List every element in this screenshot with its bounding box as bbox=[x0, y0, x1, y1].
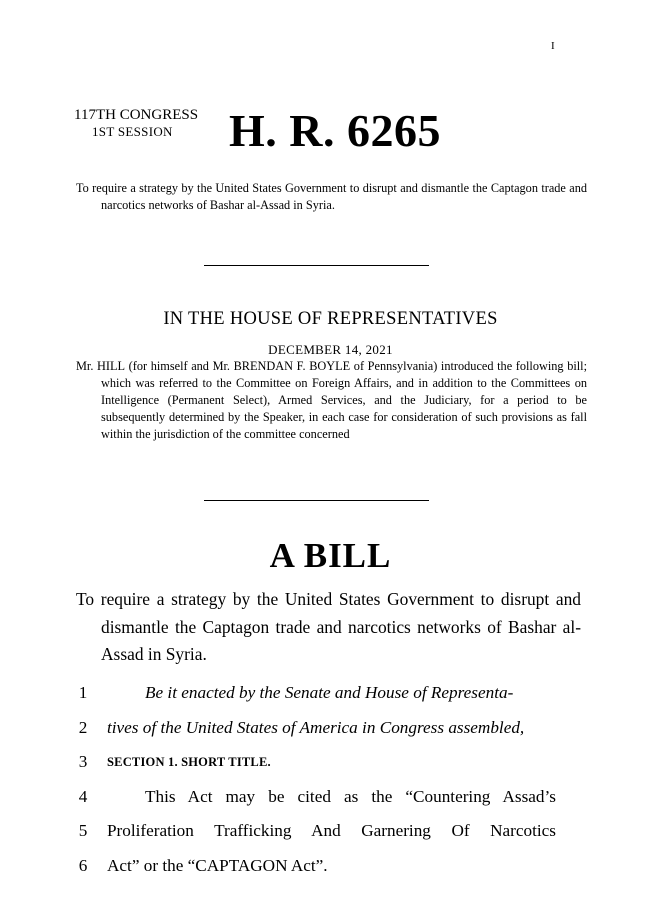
page-number: I bbox=[551, 40, 555, 52]
body-line bbox=[76, 714, 556, 749]
intro-rest: of Pennsylvania) introduced the following bill; which was referred to the Committee on Foreign Affairs, and in addition to the Committees on Intelligence (Permanent Select), Armed Services, and the Judiciary, for a period to be subsequently determined by the Speaker, in each case for consideration of such provisions as fall within the jurisdiction of the committee concerned bbox=[101, 359, 588, 441]
section-text: Proliferation Trafficking And Garnering Of Narcotics bbox=[107, 821, 556, 840]
introduction-date: DECEMBER 14, 2021 bbox=[268, 342, 393, 357]
bill-purpose: To require a strategy by the United States Government to disrupt and dismantle the Captagon trade and narcotics networks of Bashar al-Assad in Syria. bbox=[76, 589, 581, 664]
section-text: This Act may be cited as the “Countering Assad’s bbox=[145, 786, 556, 806]
body-line bbox=[76, 817, 556, 852]
line-number: 4 bbox=[78, 786, 88, 806]
line-number: 3 bbox=[78, 752, 88, 771]
body-line bbox=[76, 679, 556, 714]
line-number: 1 bbox=[78, 683, 88, 702]
intro-middle: (for himself and Mr. bbox=[125, 359, 234, 373]
line-number: 6 bbox=[78, 855, 88, 875]
body-line bbox=[76, 852, 556, 887]
bill-number: H. R. 6265 bbox=[229, 105, 441, 156]
divider-top bbox=[204, 265, 429, 266]
line-number: 2 bbox=[78, 717, 88, 737]
body-line bbox=[76, 783, 556, 818]
session-label: 1ST SESSION bbox=[92, 124, 173, 139]
intro-prefix: Mr. bbox=[76, 359, 98, 373]
cosponsor-name: BRENDAN F. BOYLE bbox=[233, 359, 351, 373]
section-heading: SECTION 1. SHORT TITLE. bbox=[107, 755, 271, 769]
introduction-paragraph bbox=[76, 358, 587, 443]
bill-summary: To require a strategy by the United States Government to disrupt and dismantle the Captagon trade and narcotics networks of Bashar al-Assad in Syria. bbox=[76, 181, 587, 212]
sponsor-name: HILL bbox=[97, 359, 126, 373]
enacting-clause-cont: tives of the United States of America in Congress assembled, bbox=[107, 717, 525, 737]
divider-bottom bbox=[204, 500, 429, 501]
line-number: 5 bbox=[78, 821, 88, 840]
document-type-heading: A BILL bbox=[269, 536, 392, 575]
congress-label: 117TH CONGRESS bbox=[74, 107, 199, 123]
chamber-heading: IN THE HOUSE OF REPRESENTATIVES bbox=[163, 309, 498, 329]
section-text: Act” or the “CAPTAGON Act”. bbox=[107, 855, 328, 875]
enacting-clause: Be it enacted by the Senate and House of Representa- bbox=[145, 683, 514, 702]
bill-body bbox=[76, 679, 556, 886]
body-line bbox=[76, 748, 556, 783]
